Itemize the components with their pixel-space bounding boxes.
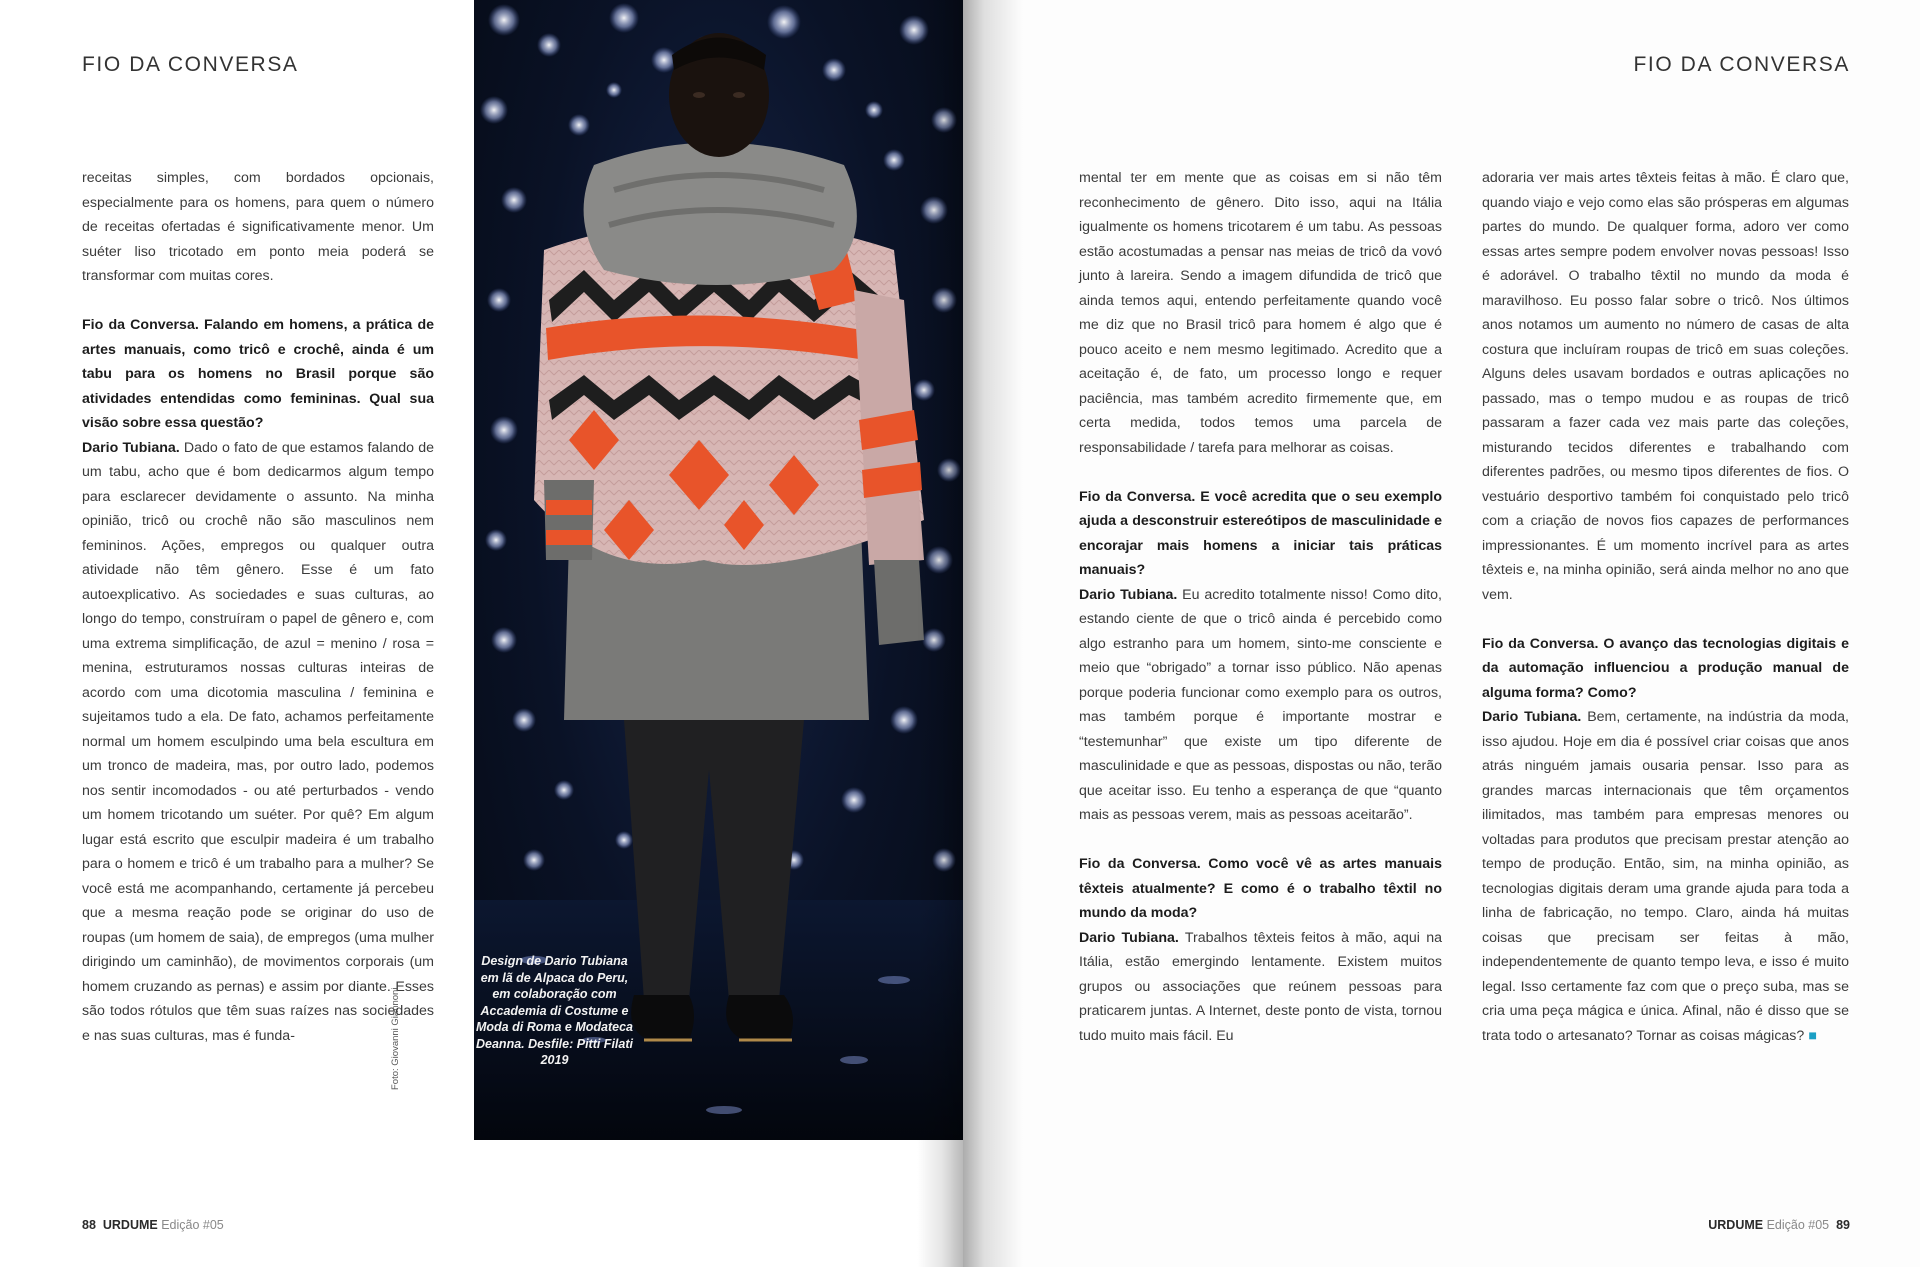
interview-answer: Bem, certamente, na indústria da moda, isso ajudou. Hoje em dia é possível criar coisas que anos atrás ninguém jamais ousaria pensar. Isso para as grandes marcas internacionais que têm orçamentos ilimitados, mas também para empresas menores ou voltadas para produtos que precisam prestar atenção ao tempo de produção. Então, sim, na minha opinião, as tecnologias digitais deram uma grande ajuda para toda a linha de fabricação, no tempo. Claro, ainda há muitas coisas que precisam ser feitas à mão, independentemente de quanto tempo leva, e isso é muito legal. Isso certamente faz com que o preço suba, mas se cria uma peça mágica e única. Afinal, não é disso que se trata todo o artesanato? Tornar as coisas mágicas? (1482, 709, 1849, 1044)
interviewee-name: Dario Tubiana. (1079, 929, 1179, 946)
interview-answer: Trabalhos têxteis feitos à mão, aqui na Itália, estão emergindo lentamente. Existem muitos grupos ou associações que reúnem pessoas para praticarem juntas. A Internet, deste ponto de vista, tornou tudo muito mais fácil. Eu (1079, 929, 1443, 1044)
page-footer (1708, 1218, 1850, 1232)
interview-block (82, 313, 434, 1048)
model-figure (534, 33, 924, 1040)
paragraph: adoraria ver mais artes têxteis feitas à mão. É claro que, quando viajo e vejo como elas são prósperas em algumas partes do mundo. De qualquer forma, adoro ver como essas artes sempre podem envolver novas pessoas! Isso é adorável. O trabalho têxtil no mundo da moda é maravilhoso. Eu posso falar sobre o tricô. Nos últimos anos notamos um aumento no número de casas de alta costura que incluíram roupas de tricô em suas coleções. Alguns deles usavam bordados e outras aplicações no passado, mas o tempo mudou e as roupas de tricô passaram a fazer cada vez mais parte das coleções, misturando tecidos diferentes e trabalhando com diferentes padrões, ou mesmo tipos diferentes de fios. O vestuário desportivo também foi conquistado pelo tricô com a criação de novos fios capazes de performances impressionantes. É um momento incrível para as artes têxteis e, na minha opinião, será ainda melhor no ano que vem. (1482, 170, 1849, 603)
photo-caption: Design de Dario Tubiana em lã de Alpaca do Peru, em colaboração com Accademia di Costume e Moda di Roma e Modateca Deanna. Desfile: Pitti Filati 2019 (476, 954, 633, 1067)
page-footer (82, 1218, 224, 1232)
text-column (82, 166, 434, 1048)
edition-label: Edição #05 (1766, 1218, 1830, 1232)
interview-answer: Eu acredito totalmente nisso! Como dito, estando ciente de que o tricô ainda é percebido como algo estranho para um homem, sinto-me consciente e meio que “obrigado” a tornar isso público. Não apenas porque poderia funcionar como exemplo para os outros, mas também porque é importante mostrar e “testemunhar” que existe um tipo diferente de masculinidade e que as pessoas, dispostas ou não, terão que aceitar isso. Eu tenho a esperança de que “quanto mais as pessoas verem, mais as pessoas aceitarão”. (1079, 586, 1442, 823)
paragraph: mental ter em mente que as coisas em si não têm reconhecimento de gênero. Dito isso, aqui na Itália igualmente os homens tricotarem é um tabu. As pessoas estão acostumadas a pensar nas meias de tricô da vovó junto à lareira. Sendo a imagem difundida de tricô que ainda temos aqui, entendo perfeitamente quando você me diz que no Brasil tricô para homem é algo que é pouco aceito e nem mesmo legitimado. Acredito que a aceitação é, de fato, um processo longo e requer paciência, mas também acredito firmemente que, em certa medida, todos temos uma parcela de responsabilidade / tarefa para melhorar as coisas. (1079, 170, 1442, 456)
interviewee-name: Dario Tubiana. (1482, 709, 1582, 725)
interviewee-name: Dario Tubiana. (82, 439, 180, 456)
text-column-1 (1079, 166, 1442, 1048)
section-header: FIO DA CONVERSA (1633, 53, 1850, 76)
interviewee-name: Dario Tubiana. (1079, 586, 1178, 603)
interview-block (1079, 852, 1442, 1048)
text-column-2 (1482, 166, 1849, 1048)
interview-question: Fio da Conversa. O avanço das tecnologias digitais e da automação influenciou a produção manual de alguma forma? Como? (1482, 635, 1849, 701)
edition-label: Edição #05 (161, 1218, 224, 1232)
page-number: 89 (1836, 1218, 1850, 1232)
interview-block (1079, 485, 1442, 828)
page-number: 88 (82, 1218, 96, 1232)
runway-photo (474, 0, 963, 1140)
interview-answer: Dado o fato de que estamos falando de um tabu, acho que é bom dedicarmos algum tempo para esclarecer devidamente o assunto. Na minha opinião, tricô ou crochê não são masculinos nem femininos. Ações, empregos ou qualquer outra atividade não têm gênero. Esse é um fato autoexplicativo. As sociedades e suas culturas, ao longo do tempo, construíram o papel de gênero e, com uma extrema simplificação, de azul = menino / rosa = menina, estruturamos nossas culturas inteiras de acordo com uma dicotomia masculina / feminina e sujeitamos tudo a ela. De fato, achamos perfeitamente normal um homem esculpindo uma bela escultura em um tronco de madeira, mas, por outro lado, podemos nos sentir incomodados - ou até perturbados - vendo um homem tricotando um suéter. Por quê? Em algum lugar está escrito que esculpir madeira é um trabalho para o homem e tricô é um trabalho para a mulher? Se você está me acompanhando, certamente já percebeu que a mesma reação pode se originar do uso de roupas (um homem de saia), de empregos (uma mulher dirigindo um caminhão), de movimentos corporais (um homem cruzando as pernas) e assim por diante. Esses são todos rótulos que têm suas raízes nas sociedades e nas suas culturas, mas é funda- (82, 439, 434, 1044)
end-of-article-mark: ■ (1808, 1027, 1817, 1044)
interview-question: Fio da Conversa. Como você vê as artes manuais têxteis atualmente? E como é o trabalho têxtil no mundo da moda? (1079, 856, 1442, 921)
interview-question: Fio da Conversa. Falando em homens, a prática de artes manuais, como tricô e crochê, ainda é um tabu para os homens no Brasil porque são atividades entendidas como femininas. Qual sua visão sobre essa questão? (82, 317, 434, 431)
interview-block (1482, 632, 1849, 1049)
interview-question: Fio da Conversa. E você acredita que o seu exemplo ajuda a desconstruir estereótipos de masculinidade e encorajar mais homens a iniciar tais práticas manuais? (1079, 488, 1442, 578)
magazine-brand: URDUME (102, 1218, 158, 1232)
right-page (963, 0, 1920, 1267)
section-header: FIO DA CONVERSA (82, 53, 299, 76)
magazine-brand: URDUME (1708, 1218, 1764, 1232)
photo-credit: Foto: Giovanni Giannoni (390, 987, 401, 1090)
paragraph: receitas simples, com bordados opcionais, especialmente para os homens, para quem o número de receitas ofertadas é significativamente menor. Um suéter liso tricotado em ponto meia poderá se transformar com muitas cores. (82, 170, 434, 284)
